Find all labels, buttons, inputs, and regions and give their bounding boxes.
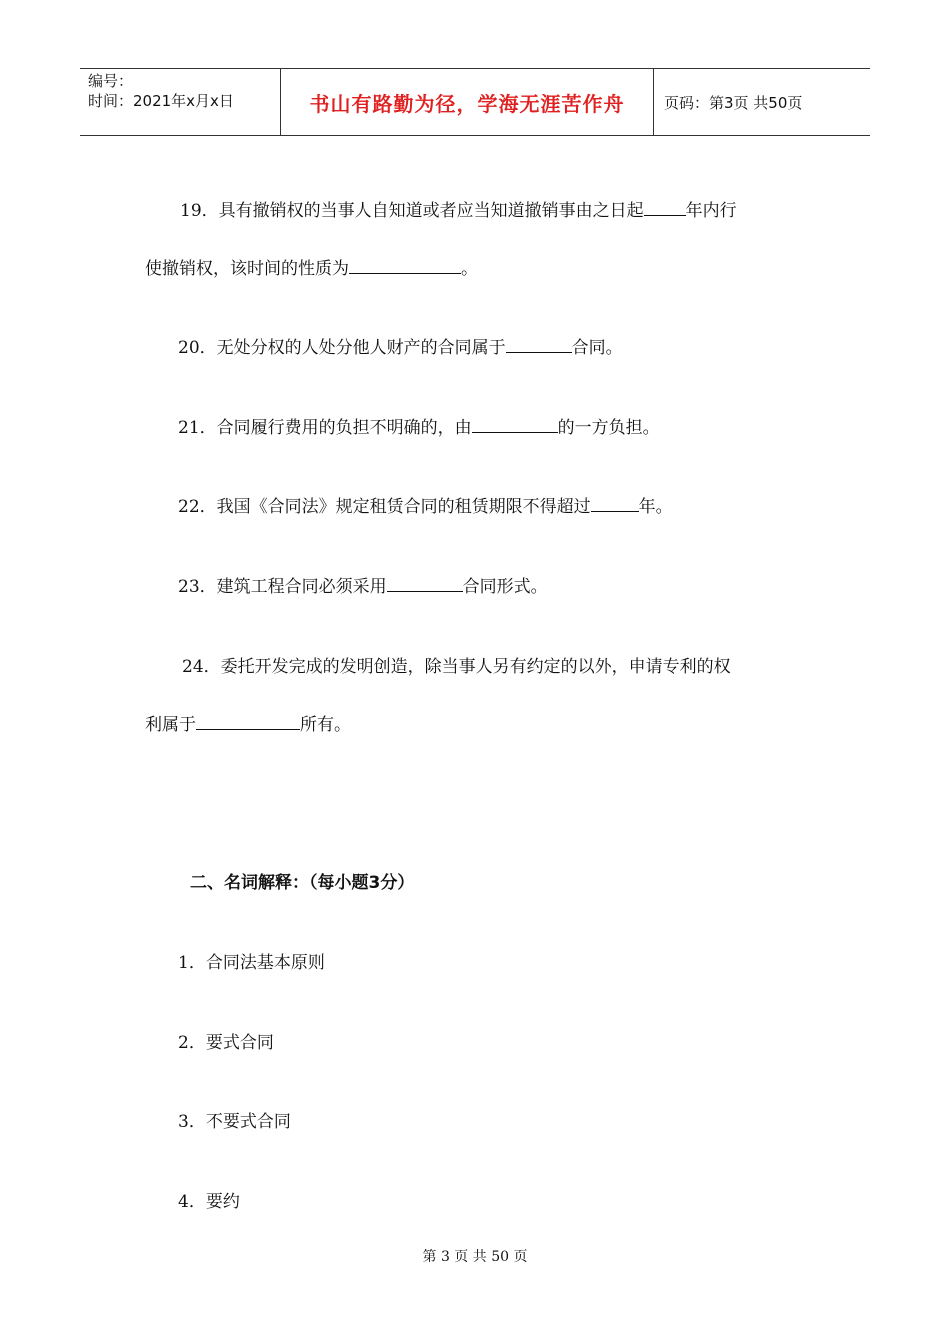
answer-blank bbox=[196, 715, 300, 730]
question-text: 年内行 bbox=[685, 201, 737, 221]
answer-blank bbox=[506, 338, 572, 353]
header-motto: 书山有路勤为径，学海无涯苦作舟 bbox=[309, 91, 625, 116]
term-item: 1．合同法基本原则 bbox=[178, 953, 325, 973]
question-text: 。 bbox=[461, 259, 478, 279]
question-number: 19． bbox=[180, 201, 219, 221]
question-text: 合同形式。 bbox=[462, 577, 548, 597]
answer-blank bbox=[472, 418, 558, 433]
question-text: 的一方负担。 bbox=[557, 418, 660, 438]
question-number: 23． bbox=[178, 577, 217, 597]
question-text: 使撤销权，该时间的性质为 bbox=[145, 259, 349, 279]
question-text: 建筑工程合同必须采用 bbox=[216, 577, 387, 597]
question-19-line1 bbox=[180, 196, 737, 221]
question-23 bbox=[178, 572, 548, 597]
question-21 bbox=[178, 413, 660, 438]
question-text: 合同履行费用的负担不明确的，由 bbox=[216, 418, 472, 438]
question-text: 利属于 bbox=[145, 715, 196, 735]
question-text: 具有撤销权的当事人自知道或者应当知道撤销事由之日起 bbox=[218, 201, 644, 221]
question-number: 24． bbox=[182, 657, 221, 677]
answer-blank bbox=[591, 497, 639, 512]
answer-blank bbox=[349, 259, 461, 274]
header-motto-cell bbox=[281, 69, 654, 135]
question-text: 委托开发完成的发明创造，除当事人另有约定的以外，申请专利的权 bbox=[220, 657, 731, 677]
answer-blank bbox=[644, 201, 686, 216]
page-footer: 第 3 页 共 50 页 bbox=[422, 1249, 528, 1265]
term-item: 2．要式合同 bbox=[178, 1033, 274, 1053]
question-20 bbox=[178, 333, 623, 358]
section-title: 二、名词解释：（每小题3分） bbox=[190, 873, 415, 893]
question-22 bbox=[178, 492, 673, 517]
question-text: 合同。 bbox=[571, 338, 623, 358]
term-item: 4．要约 bbox=[178, 1192, 240, 1212]
question-24-line1 bbox=[182, 652, 731, 677]
question-number: 22． bbox=[178, 497, 217, 517]
question-24-line2 bbox=[145, 710, 351, 735]
question-19-line2 bbox=[145, 254, 478, 279]
question-text: 年。 bbox=[638, 497, 673, 517]
header-page-code: 页码：第3页 共50页 bbox=[664, 93, 803, 112]
header-meta bbox=[80, 69, 281, 135]
page-header bbox=[80, 68, 870, 136]
question-text: 我国《合同法》规定租赁合同的租赁期限不得超过 bbox=[216, 497, 591, 517]
question-text: 所有。 bbox=[300, 715, 351, 735]
term-item: 3．不要式合同 bbox=[178, 1112, 291, 1132]
doc-time-label: 时间：2021年x月x日 bbox=[88, 92, 234, 110]
question-number: 21． bbox=[178, 418, 217, 438]
doc-number-label: 编号： bbox=[88, 72, 134, 90]
answer-blank bbox=[387, 577, 463, 592]
question-text: 无处分权的人处分他人财产的合同属于 bbox=[216, 338, 506, 358]
question-number: 20． bbox=[178, 338, 217, 358]
